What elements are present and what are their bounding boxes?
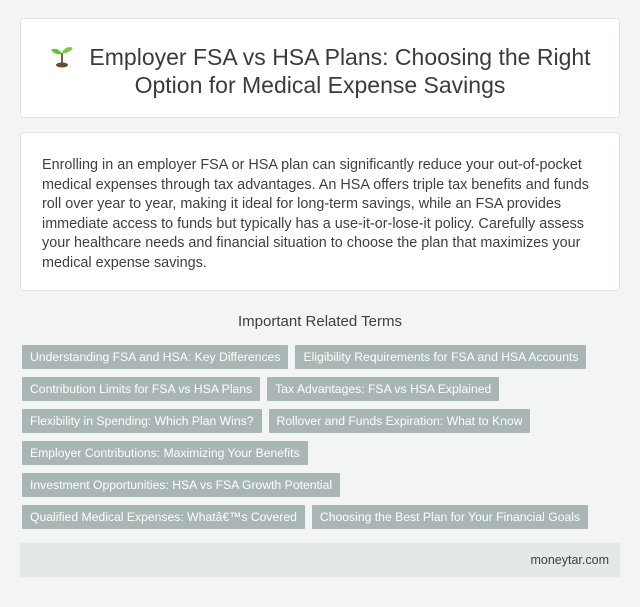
footer-site-link[interactable]: moneytar.com xyxy=(530,553,609,567)
term-tag[interactable]: Employer Contributions: Maximizing Your Benefits xyxy=(22,441,308,465)
term-tag[interactable]: Choosing the Best Plan for Your Financial Goals xyxy=(312,505,588,529)
term-tag[interactable]: Flexibility in Spending: Which Plan Wins? xyxy=(22,409,262,433)
related-terms-heading: Important Related Terms xyxy=(238,313,402,330)
intro-card xyxy=(20,132,620,291)
term-tag[interactable]: Tax Advantages: FSA vs HSA Explained xyxy=(267,377,499,401)
page-title-text: Employer FSA vs HSA Plans: Choosing the Right Option for Medical Expense Savings xyxy=(89,44,591,98)
term-tag[interactable]: Investment Opportunities: HSA vs FSA Growth Potential xyxy=(22,473,340,497)
related-terms-list xyxy=(22,345,622,537)
sprout-icon xyxy=(49,42,75,68)
page-title xyxy=(21,42,619,99)
term-tag[interactable]: Qualified Medical Expenses: Whatâ€™s Covered xyxy=(22,505,305,529)
term-tag[interactable]: Understanding FSA and HSA: Key Differences xyxy=(22,345,288,369)
term-tag[interactable]: Contribution Limits for FSA vs HSA Plans xyxy=(22,377,260,401)
title-card xyxy=(20,18,620,118)
footer xyxy=(20,543,620,577)
term-tag[interactable]: Eligibility Requirements for FSA and HSA Accounts xyxy=(295,345,586,369)
term-tag[interactable]: Rollover and Funds Expiration: What to Know xyxy=(269,409,531,433)
intro-text: Enrolling in an employer FSA or HSA plan can significantly reduce your out-of-pocket medical expenses through tax advantages. An HSA offers triple tax benefits and funds roll over year to year, making it ideal for long-term savings, while an FSA provides immediate access to funds but typically has a use-it-or-lose-it policy. Carefully assess your healthcare needs and financial situation to choose the plan that maximizes your medical expense savings. xyxy=(42,157,589,271)
